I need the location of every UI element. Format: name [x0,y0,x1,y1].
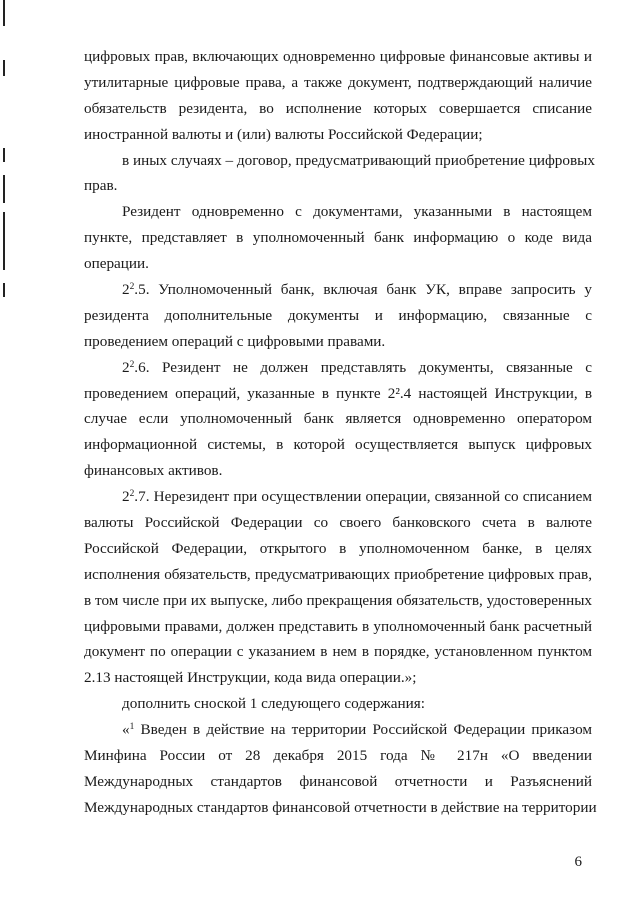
text-line [84,251,592,277]
line-text: проведением операций с цифровыми правами. [84,332,386,350]
text-line [84,355,592,381]
line-text: случае если уполномоченный банк является одновременно оператором [84,410,592,428]
text-line [84,614,592,640]
text-line [84,122,592,148]
margin-scan-mark [3,283,5,297]
text-line [84,691,592,717]
margin-scan-mark [3,0,5,26]
clause-prefix: 2 [122,281,130,299]
line-text: Резидент одновременно с документами, указанными в настоящем [122,203,592,221]
line-text: .7. Нерезидент при осуществлении операции, связанной со списанием [134,488,592,506]
text-line [84,639,592,665]
text-line [84,277,592,303]
line-text: утилитарные цифровые права, а также документ, подтверждающий наличие [84,73,592,91]
clause-prefix: 2 [122,358,130,376]
text-line [84,562,592,588]
text-line [84,484,592,510]
line-text: прав. [84,177,118,195]
text-line [84,225,592,251]
text-line [84,795,597,821]
line-text: .6. Резидент не должен представлять документы, связанные с [134,358,592,376]
line-text: валюты Российской Федерации со своего банковского счета в валюте [84,514,592,532]
text-line [84,303,592,329]
text-line [84,406,592,432]
line-text: резидента дополнительные документы и информацию, связанные с [84,306,592,324]
line-text: исполнения обязательств, предусматривающих приобретение цифровых прав, [84,565,592,583]
superscript: 1 [129,721,135,732]
line-text: обязательств резидента, во исполнение которых совершается списание [84,99,592,117]
line-text: документ по операции с указанием в нем в порядке, установленном пунктом [84,643,592,661]
line-text: Минфина России от 28 декабря 2015 года № 217н «О введении [84,747,592,765]
margin-scan-mark [3,212,5,270]
margin-scan-mark [3,175,5,203]
text-line [84,717,592,743]
line-text: Международных стандартов финансовой отчетности и Разъяснений [84,772,592,790]
text-line [84,458,592,484]
margin-scan-mark [3,60,5,76]
line-text: в том числе при их выпуске, либо прекращения обязательств, удостоверенных [84,591,592,609]
line-text: проведением операций, указанные в пункте 2².4 настоящей Инструкции, в [84,384,592,402]
line-text: в иных случаях – договор, предусматривающий приобретение цифровых [122,151,595,169]
line-text: Введен в действие на территории Российской Федерации приказом [134,721,592,739]
text-line [84,44,592,70]
clause-prefix: 2 [122,488,130,506]
text-line [84,665,592,691]
line-text: пункте, представляет в уполномоченный банк информацию о коде вида [84,229,592,247]
line-text: цифровыми правами, должен представить в уполномоченный банк расчетный [84,617,592,635]
text-line [84,329,592,355]
line-text: финансовых активов. [84,462,223,480]
line-text: Международных стандартов финансовой отчетности в действие на территории [84,798,597,816]
line-text: дополнить сноской 1 следующего содержания: [122,695,425,713]
superscript: 2 [129,359,135,370]
line-text: цифровых прав, включающих одновременно цифровые финансовые активы и [84,48,592,65]
text-line [84,148,595,174]
text-line [84,173,592,199]
text-line [84,199,592,225]
line-text: 2.13 настоящей Инструкции, кода вида операции.»; [84,669,417,687]
line-text: иностранной валюты и (или) валюты Российской Федерации; [84,125,483,143]
text-line [84,381,592,407]
text-line [84,743,592,769]
margin-scan-mark [3,148,5,162]
text-line [84,96,592,122]
line-text: операции. [84,255,149,273]
text-line [84,432,592,458]
text-line [84,70,592,96]
document-page [84,44,597,821]
page-number: 6 [574,854,582,870]
line-text: информационной системы, в которой осуществляется выпуск цифровых [84,436,592,454]
superscript: 2 [129,488,135,499]
text-line [84,588,592,614]
text-line [84,536,592,562]
clause-prefix: « [122,721,130,739]
superscript: 2 [129,281,135,292]
text-line [84,769,592,795]
text-line [84,510,592,536]
line-text: .5. Уполномоченный банк, включая банк УК, вправе запросить у [134,281,592,299]
line-text: Российской Федерации, открытого в уполномоченном банке, в целях [84,539,592,557]
